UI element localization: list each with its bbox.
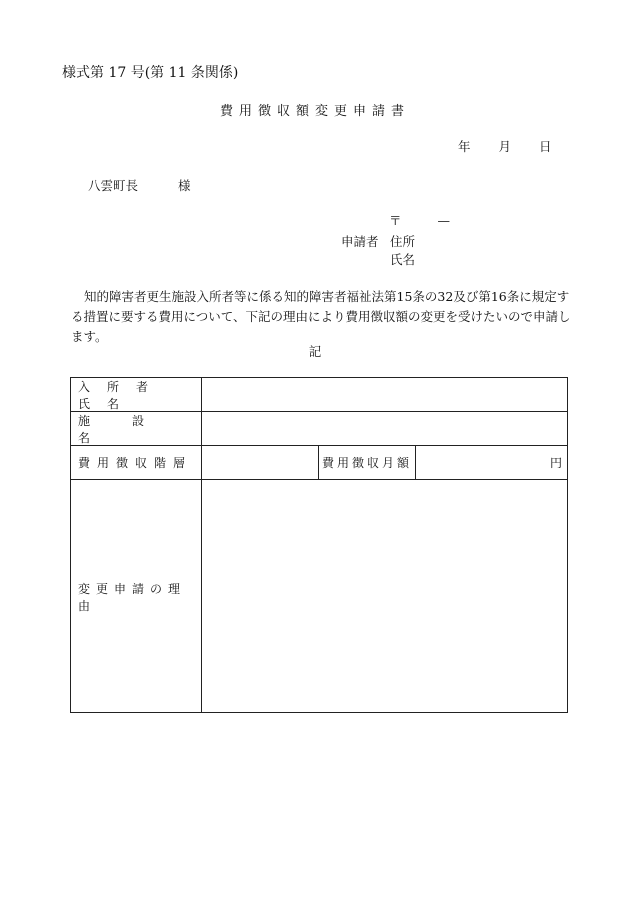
monthly-fee-label <box>319 446 415 479</box>
document-title: 費用徴収額変更申請書 <box>219 104 410 119</box>
body-paragraph: 知的障害者更生施設入所者等に係る知的障害者福祉法第15条の32及び第16条に規定する措置に要する費用について、下記の理由により費用徴収額の変更を受けたいので申請します。 <box>71 289 571 344</box>
date-day: 日 <box>539 139 552 154</box>
postal-code-line <box>389 211 450 229</box>
form-number: 様式第 17 号(第 11 条関係) <box>62 65 239 81</box>
reason-label-text: 変更申請の理由 <box>78 581 187 613</box>
addressee-name: 八雲町長 <box>88 178 139 193</box>
yen-unit: 円 <box>549 456 562 470</box>
facility-name-label <box>71 412 201 445</box>
applicant-label: 申請者 <box>341 234 379 249</box>
facility-name-field[interactable] <box>202 412 568 445</box>
fee-class-field[interactable] <box>202 446 318 479</box>
date-year: 年 <box>458 139 471 154</box>
name-label: 氏名 <box>390 252 416 267</box>
postal-dash: — <box>437 213 451 228</box>
monthly-fee-field[interactable] <box>416 446 568 479</box>
application-table <box>70 377 568 713</box>
reason-label <box>71 480 201 713</box>
reason-field[interactable] <box>202 480 568 713</box>
date-line <box>458 137 552 155</box>
resident-name-label-text: 入所者氏名 <box>78 379 166 411</box>
resident-name-field[interactable] <box>202 378 568 411</box>
monthly-fee-label-text: 費用徴収月額 <box>321 456 412 470</box>
address-label: 住所 <box>390 234 416 249</box>
fee-class-label-text: 費用徴収階層 <box>78 456 193 470</box>
fee-class-label <box>71 446 201 479</box>
addressee-honorific: 様 <box>178 178 191 193</box>
ki-heading: 記 <box>308 344 322 359</box>
date-month: 月 <box>498 139 512 154</box>
addressee <box>88 176 191 194</box>
facility-name-label-text: 施設名 <box>78 413 187 445</box>
postal-mark: 〒 <box>389 213 402 228</box>
resident-name-label <box>71 378 201 411</box>
